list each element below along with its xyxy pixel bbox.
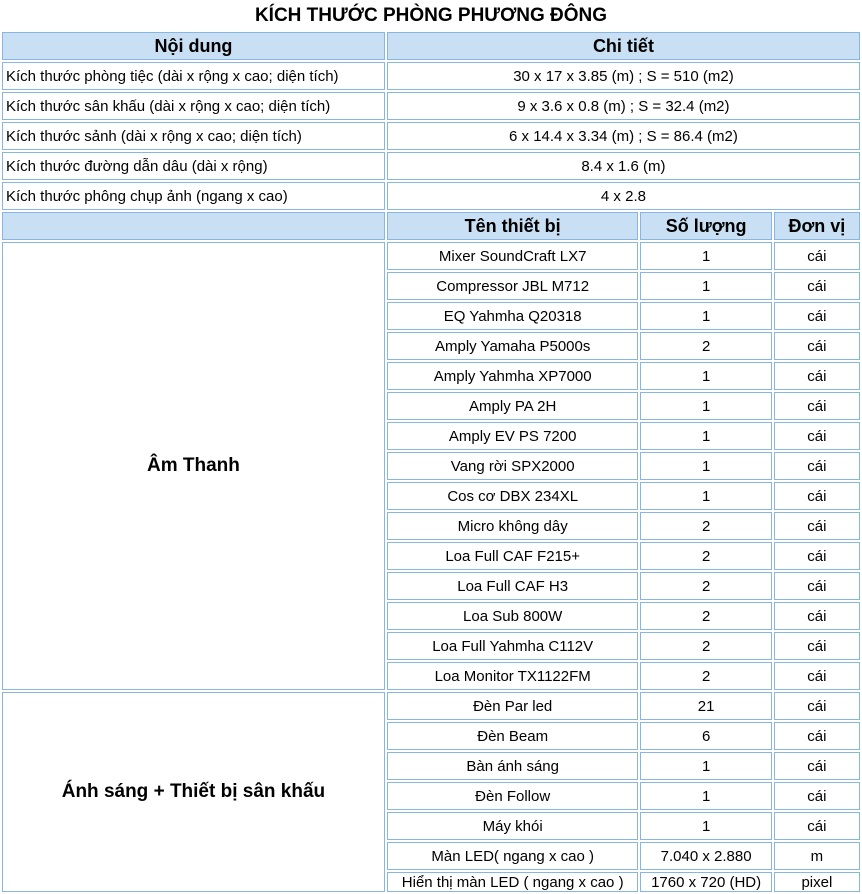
- equipment-unit: cái: [774, 572, 860, 600]
- equipment-unit: cái: [774, 602, 860, 630]
- size-row: [2, 92, 860, 120]
- equipment-unit: cái: [774, 812, 860, 840]
- equipment-name: Amply Yamaha P5000s: [387, 332, 639, 360]
- equipment-quantity: 1: [640, 362, 771, 390]
- equipment-quantity: 1: [640, 242, 771, 270]
- equipment-quantity: 2: [640, 332, 771, 360]
- equipment-quantity: 1: [640, 422, 771, 450]
- equipment-name: Mixer SoundCraft LX7: [387, 242, 639, 270]
- equipment-unit: cái: [774, 542, 860, 570]
- equipment-quantity: 1: [640, 392, 771, 420]
- equipment-name: Loa Full CAF F215+: [387, 542, 639, 570]
- equipment-name: Amply PA 2H: [387, 392, 639, 420]
- equipment-quantity: 2: [640, 602, 771, 630]
- equipment-header-row: [2, 212, 860, 240]
- size-value: 9 x 3.6 x 0.8 (m) ; S = 32.4 (m2): [387, 92, 860, 120]
- header-quantity: Số lượng: [640, 212, 771, 240]
- header-detail: Chi tiết: [387, 32, 860, 60]
- size-row: [2, 182, 860, 210]
- equipment-unit: cái: [774, 302, 860, 330]
- equipment-name: Micro không dây: [387, 512, 639, 540]
- size-value: 8.4 x 1.6 (m): [387, 152, 860, 180]
- title-row: [2, 2, 860, 30]
- equipment-name: Cos cơ DBX 234XL: [387, 482, 639, 510]
- equipment-unit: cái: [774, 752, 860, 780]
- equipment-name: Loa Monitor TX1122FM: [387, 662, 639, 690]
- equipment-name: Vang rời SPX2000: [387, 452, 639, 480]
- equipment-unit: cái: [774, 452, 860, 480]
- equipment-name: Hiển thị màn LED ( ngang x cao ): [387, 872, 639, 892]
- equipment-row: [2, 242, 860, 270]
- equipment-unit: cái: [774, 692, 860, 720]
- equipment-quantity: 2: [640, 512, 771, 540]
- header-content: Nội dung: [2, 32, 385, 60]
- size-value: 30 x 17 x 3.85 (m) ; S = 510 (m2): [387, 62, 860, 90]
- equipment-unit: cái: [774, 332, 860, 360]
- equipment-quantity: 2: [640, 632, 771, 660]
- equipment-unit: cái: [774, 482, 860, 510]
- equipment-quantity: 2: [640, 542, 771, 570]
- equipment-unit: cái: [774, 782, 860, 810]
- size-row: [2, 152, 860, 180]
- equipment-name: Amply EV PS 7200: [387, 422, 639, 450]
- equipment-unit: cái: [774, 722, 860, 750]
- equipment-name: Loa Full Yahmha C112V: [387, 632, 639, 660]
- equipment-unit: cái: [774, 392, 860, 420]
- equipment-name: Loa Full CAF H3: [387, 572, 639, 600]
- equipment-name: Đèn Beam: [387, 722, 639, 750]
- equipment-quantity: 1: [640, 272, 771, 300]
- equipment-quantity: 6: [640, 722, 771, 750]
- sound-group-label: Âm Thanh: [2, 242, 385, 690]
- header-unit: Đơn vị: [774, 212, 860, 240]
- equipment-unit: m: [774, 842, 860, 870]
- equipment-name: Máy khói: [387, 812, 639, 840]
- equipment-unit: cái: [774, 632, 860, 660]
- equipment-unit: cái: [774, 362, 860, 390]
- equipment-name: Bàn ánh sáng: [387, 752, 639, 780]
- equipment-row: [2, 692, 860, 720]
- equipment-name: Amply Yahmha XP7000: [387, 362, 639, 390]
- equipment-quantity: 21: [640, 692, 771, 720]
- equipment-unit: cái: [774, 422, 860, 450]
- equipment-name: Loa Sub 800W: [387, 602, 639, 630]
- light-group-label: Ánh sáng + Thiết bị sân khấu: [2, 692, 385, 892]
- equipment-quantity: 1: [640, 482, 771, 510]
- equipment-unit: cái: [774, 662, 860, 690]
- size-row: [2, 62, 860, 90]
- equipment-unit: pixel: [774, 872, 860, 892]
- table-title: KÍCH THƯỚC PHÒNG PHƯƠNG ĐÔNG: [2, 2, 860, 30]
- equipment-quantity: 1: [640, 782, 771, 810]
- equipment-header-blank: [2, 212, 385, 240]
- equipment-quantity: 1: [640, 752, 771, 780]
- equipment-quantity: 2: [640, 662, 771, 690]
- size-label: Kích thước phòng tiệc (dài x rộng x cao; diện tích): [2, 62, 385, 90]
- size-row: [2, 122, 860, 150]
- equipment-quantity: 1760 x 720 (HD): [640, 872, 771, 892]
- size-value: 4 x 2.8: [387, 182, 860, 210]
- equipment-unit: cái: [774, 242, 860, 270]
- equipment-name: Đèn Par led: [387, 692, 639, 720]
- equipment-quantity: 7.040 x 2.880: [640, 842, 771, 870]
- size-label: Kích thước đường dẫn dâu (dài x rộng): [2, 152, 385, 180]
- equipment-name: Đèn Follow: [387, 782, 639, 810]
- header-equipment-name: Tên thiết bị: [387, 212, 639, 240]
- equipment-unit: cái: [774, 272, 860, 300]
- equipment-name: Màn LED( ngang x cao ): [387, 842, 639, 870]
- equipment-name: Compressor JBL M712: [387, 272, 639, 300]
- equipment-quantity: 1: [640, 302, 771, 330]
- equipment-quantity: 2: [640, 572, 771, 600]
- size-value: 6 x 14.4 x 3.34 (m) ; S = 86.4 (m2): [387, 122, 860, 150]
- equipment-quantity: 1: [640, 812, 771, 840]
- header-row: [2, 32, 860, 60]
- equipment-name: EQ Yahmha Q20318: [387, 302, 639, 330]
- equipment-quantity: 1: [640, 452, 771, 480]
- size-label: Kích thước sân khấu (dài x rộng x cao; diện tích): [2, 92, 385, 120]
- size-label: Kích thước phông chụp ảnh (ngang x cao): [2, 182, 385, 210]
- size-label: Kích thước sảnh (dài x rộng x cao; diện tích): [2, 122, 385, 150]
- equipment-unit: cái: [774, 512, 860, 540]
